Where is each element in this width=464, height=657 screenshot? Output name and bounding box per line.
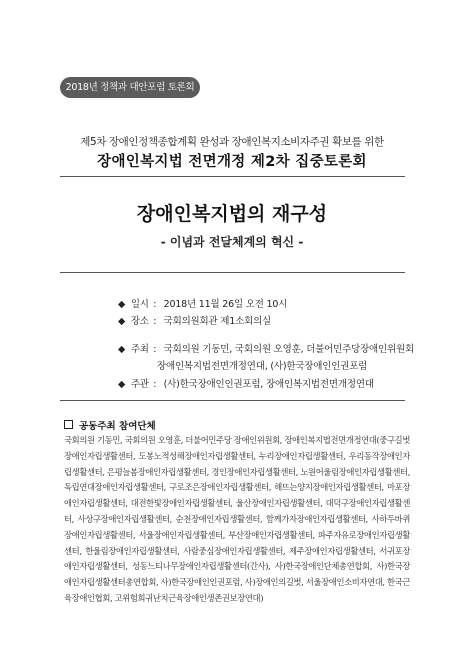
divider-middle xyxy=(60,272,405,273)
participants-list: 국회의원 기동민, 국회의원 오영훈, 더불어민주당 장애인위원회, 장애인복지법전면개정연대(중구길벗장애인자립생활센터, 도봉노적성해장애인자립생활센터, 누리장애인자립생활센터, 우리동작장애인자립생활센터, 은평늘봄장애인자립생활센터, 경인장애인자립생활센터, 노원어울림장애인자립생활센터, 독립연대장애인자립생활센터, 구로조은장애인자립생활센터, 해뜨는양지장애인자립생활센터, 마포장애인자립생활센터, 대전한빛장애인자립생활센터, 울산장애인자립생활센터, 대덕구장애인자립생활센터, 사상구장애인자립생활센터, 순천장애인자립생활센터, 함께가자장애인자립생활센터, 사하두바퀴장애인자립생활센터, 서울장애인자립생활센터, 부산장애인자립생활센터, 파주자유로장애인자립생활센터, 한울림장애인자립생활센터, 사람중심장애인자립생활센터, 제주장애인자립생활센터, 서귀포장애인자립생활센터, 성동느티나무장애인자립생활센터(간사), 사)한국장애인단체총연합회, 사)한국장애인자립생활센터총연합회, 사)한국장애인인권포럼, 사)장애인의길벗, 서울장애인소비자연대, 한국근육장애인협회, 고위험희귀난치근육장애인생존권보장연대) xyxy=(64,435,410,603)
pre-title: 제5차 장애인정책종합계획 완성과 장애인복지소비자주권 확보를 위한 xyxy=(80,136,384,148)
place-label: 장소 xyxy=(130,316,149,327)
document-title: 장애인복지법의 재구성 xyxy=(136,203,328,225)
participants-heading xyxy=(64,418,156,432)
organizer-row: ◆ 주관 : (사)한국장애인인권포럼, 장애인복지법전면개정연대 xyxy=(118,376,374,390)
participants-heading-text: 공동주최 참여단체 xyxy=(79,421,156,432)
organizer-value: (사)한국장애인인권포럼, 장애인복지법전면개정연대 xyxy=(163,379,374,390)
divider-bottom xyxy=(60,400,405,401)
diamond-bullet-icon: ◆ xyxy=(118,299,126,310)
main-title: 장애인복지법 전면개정 제2차 집중토론회 xyxy=(97,154,367,170)
host-label: 주최 xyxy=(130,344,149,355)
date-row: ◆ 일시 : 2018년 11월 26일 오전 10시 xyxy=(118,296,287,310)
place-row: ◆ 장소 : 국회의원회관 제1소회의실 xyxy=(118,313,271,327)
document-subtitle: - 이념과 전달체계의 혁신 - xyxy=(160,235,304,249)
divider-top xyxy=(60,176,405,177)
date-label: 일시 xyxy=(130,299,149,310)
diamond-bullet-icon: ◆ xyxy=(118,316,126,327)
host-value-line2: 장애인복지법전면개정연대, (사)한국장애인인권포럼 xyxy=(157,361,368,372)
diamond-bullet-icon: ◆ xyxy=(118,344,126,355)
square-bullet-icon xyxy=(64,420,73,429)
host-row-continued xyxy=(157,358,367,372)
host-value-line1: 국회의원 기동민, 국회의원 오영훈, 더불어민주당장애인위원회 xyxy=(163,344,414,355)
place-value: 국회의원회관 제1소회의실 xyxy=(163,316,272,327)
organizer-label: 주관 xyxy=(130,379,149,390)
host-row: ◆ 주최 : 국회의원 기동민, 국회의원 오영훈, 더불어민주당장애인위원회 xyxy=(118,341,414,355)
diamond-bullet-icon: ◆ xyxy=(118,379,126,390)
date-value: 2018년 11월 26일 오전 10시 xyxy=(163,299,288,310)
forum-badge: 2018년 정책과 대안포럼 토론회 xyxy=(60,77,200,98)
